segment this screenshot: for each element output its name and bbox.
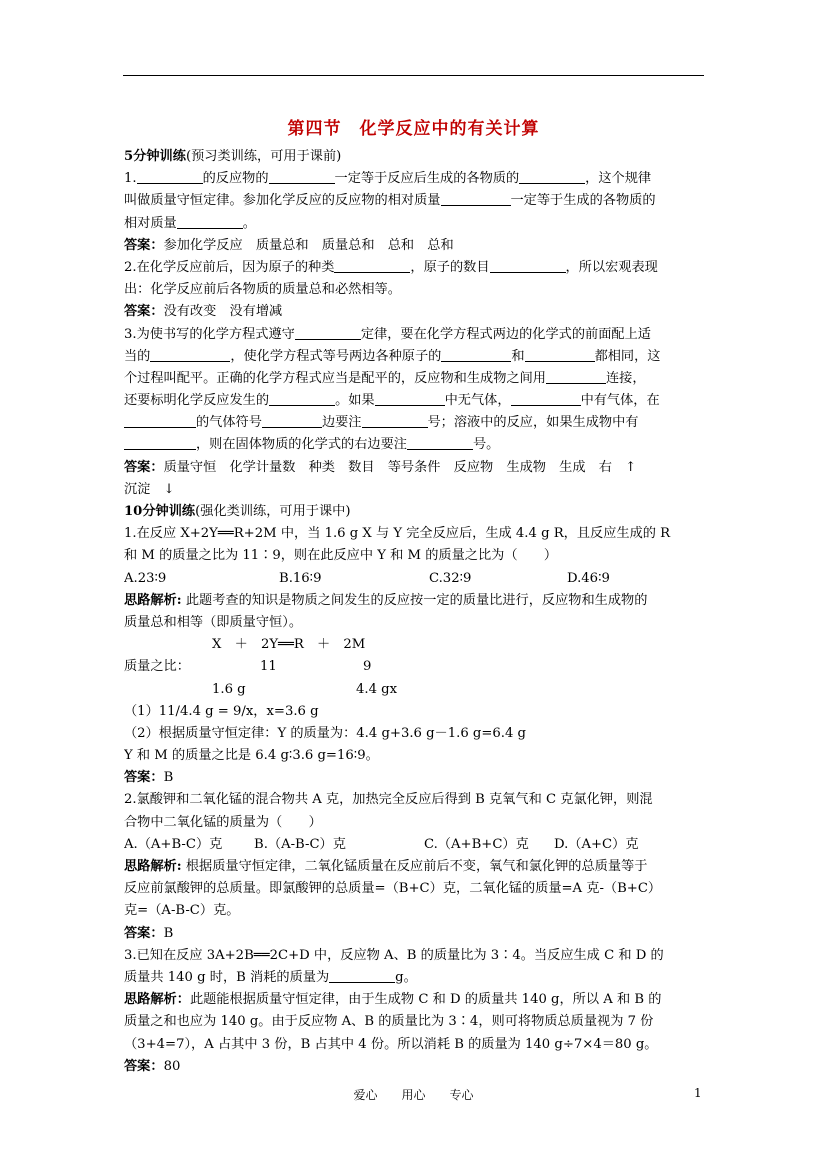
p1-step3: Y 和 M 的质量之比是 6.4 g∶3.6 g=16∶9。 [124,748,379,764]
q3-answer-cont: 沉淀 ↓ [124,481,175,497]
p3-line1: 3.已知在反应 3A+2B══2C+D 中，反应物 A、B 的质量比为 3∶4。当反应生成 C 和 D 的 [124,947,664,963]
p1-analysis-cont: 质量总和相等（即质量守恒）。 [124,614,303,630]
blank [546,370,606,384]
blank [150,348,230,362]
header-rule [123,75,704,76]
page-number: 1 [694,1086,702,1100]
p3-analysis: 思路解析：此题能根据质量守恒定律，由于生成物 C 和 D 的质量共 140 g，所以 A 和 B 的 [124,992,662,1008]
p1-options: A.23∶9 B.16∶9 C.32∶9 D.46∶9 [124,570,610,586]
p1-step1: （1）11/4.4 g = 9/x，x=3.6 g [124,703,319,719]
section-heading-10min: 10分钟训练(强化类训练，可用于课中) [124,504,351,519]
p1-analysis: 思路解析: 此题考查的知识是物质之间发生的反应按一定的质量比进行，反应物和生成物的 [124,592,648,608]
p2-analysis-cont2: 克=（A-B-C）克。 [124,903,240,919]
blank [511,392,581,406]
page-title: 第四节 化学反应中的有关计算 [287,119,540,139]
q1-line1: 1. 的反应物的 一定等于反应后生成的各物质的 ，这个规律 [124,171,652,187]
q2-answer: 答案：没有改变 没有增减 [124,304,283,320]
blank [269,170,335,184]
q1-line2: 叫做质量守恒定律。参加化学反应的反应物的相对质量 一定等于生成的各物质的 [124,193,656,209]
q3-line5: 的气体符号 边要注 号；溶液中的反应，如果生成物中有 [124,412,704,434]
blank [519,170,585,184]
q2-line1: 2.在化学反应前后，因为原子的种类 ，原子的数目 ，所以宏观表现 [124,259,658,275]
q3-line1: 3.为使书写的化学方程式遵守 定律，要在化学方程式两边的化学式的前面配上适 [124,326,651,342]
p2-line2: 合物中二氧化锰的质量为（ ） [124,814,322,830]
blank [177,215,243,229]
p2-answer: 答案：B [124,925,174,941]
p1-masses: 1.6 g 4.4 gx [212,681,398,697]
q2-line2: 出：化学反应前后各物质的质量总和必然相等。 [124,282,401,298]
blank [362,414,428,428]
p2-options: A.（A+B-C）克 B.（A-B-C）克 C.（A+B+C）克 D.（A+C）克 [124,836,639,852]
q3-line2: 当的 ，使化学方程式等号两边各种原子的 和 都相同，这 [124,348,661,364]
document-body [124,146,704,1078]
p2-analysis: 思路解析: 根据质量守恒定律，二氧化锰质量在反应前后不变，氧气和氯化钾的总质量等于 [124,859,648,874]
p3-analysis-cont2: （3+4=7），A 占其中 3 份，B 占其中 4 份。所以消耗 B 的质量为 140 g÷7×4＝80 g。 [124,1036,658,1052]
blank [490,259,566,273]
p3-answer: 答案：80 [124,1058,181,1074]
p3-analysis-cont1: 质量之和也应为 140 g。由于反应物 A、B 的质量比为 3∶4，则可将物质总质量视为 7 份 [124,1014,654,1030]
blank [375,392,445,406]
p1-equation: X ＋ 2Y══R ＋ 2M [212,637,366,653]
section-heading-5min: 5分钟训练(预习类训练，可用于课前) [124,149,342,164]
blank [269,392,335,406]
blank [441,192,511,206]
blank [124,414,196,428]
q3-line4: 还要标明化学反应发生的 。如果 中无气体， 中有气体，在 [124,393,660,409]
p3-line2: 质量共 140 g 时，B 消耗的质量为 g。 [124,969,417,985]
blank [124,436,196,450]
q3-line6: ，则在固体物质的化学式的右边要注 号。 [124,434,704,456]
blank [137,170,203,184]
p1-step2: （2）根据质量守恒定律：Y 的质量为：4.4 g+3.6 g－1.6 g=6.4 g [124,725,526,741]
blank [334,259,410,273]
p2-analysis-cont1: 反应前氯酸钾的总质量。即氯酸钾的总质量=（B+C）克，二氧化锰的质量=A 克-（B+C） [124,881,662,897]
page-footer: 爱心 用心 专心 [353,1088,474,1102]
q1-line3: 相对质量 。 [124,215,256,231]
blank [329,969,395,983]
blank [525,348,595,362]
p1-ratio: 质量之比： 11 9 [124,659,372,675]
q3-line3: 个过程叫配平。正确的化学方程式应当是配平的，反应物和生成物之间用 连接， [124,370,646,386]
p2-line1: 2.氯酸钾和二氧化锰的混合物共 A 克，加热完全反应后得到 B 克氧气和 C 克氯化钾，则混 [124,792,653,808]
q3-answer: 答案：质量守恒 化学计量数 种类 数目 等号条件 反应物 生成物 生成 右 ↑ [124,459,637,475]
p1-line1: 1.在反应 X+2Y══R+2M 中，当 1.6 g X 与 Y 完全反应后，生成 4.4 g R，且反应生成的 R [124,526,671,542]
blank [295,326,361,340]
p1-answer: 答案：B [124,770,174,786]
q1-answer: 答案：参加化学反应 质量总和 质量总和 总和 总和 [124,237,454,253]
p1-line2: 和 M 的质量之比为 11∶9，则在此反应中 Y 和 M 的质量之比为（ ） [124,548,558,564]
blank [407,436,473,450]
blank [441,348,511,362]
blank [262,414,322,428]
